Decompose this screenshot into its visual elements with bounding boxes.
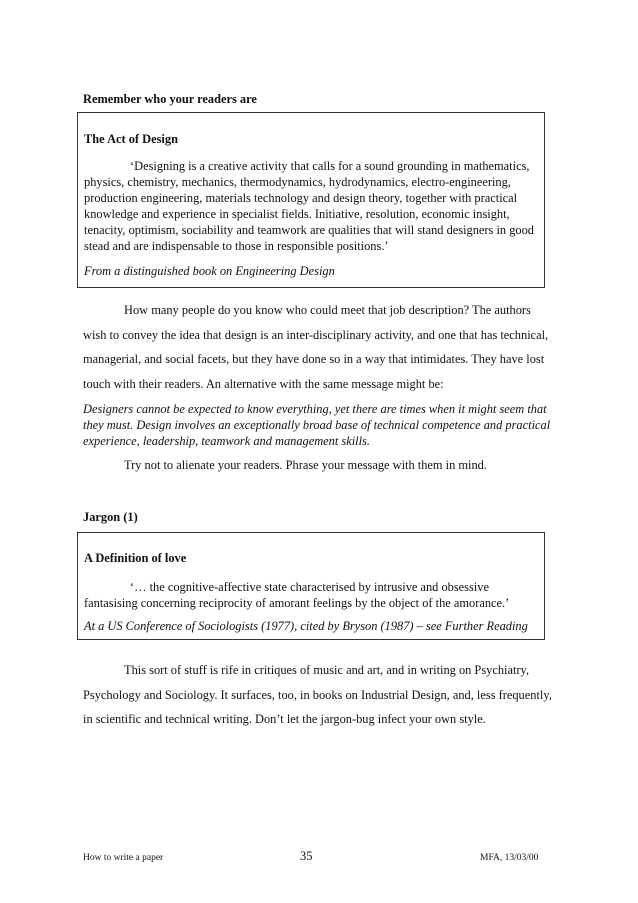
alternative-paragraph: Designers cannot be expected to know everything, yet there are times when it might seem that they must. Design involves an exceptionally broad base of technical competence and practical experience, leadership, teamwork and management skills. [83, 402, 551, 448]
quote-box-definition-of-love [77, 532, 545, 640]
body-paragraph-jargon: This sort of stuff is rife in critiques of music and art, and in writing on Psychiatry, Psychology and Sociology. It surfaces, too, in books on Industrial Design, and, less frequently, in scientific and technical writing. Don’t let the jargon-bug infect your own style. [83, 663, 552, 726]
section-heading-readers: Remember who your readers are [83, 92, 257, 106]
box-source: From a distinguished book on Engineering Design [84, 264, 335, 278]
box-title: The Act of Design [84, 132, 178, 146]
box-quote: ‘Designing is a creative activity that calls for a sound grounding in mathematics, physics, chemistry, mechanics, thermodynamics, hydrodynamics, electro-engineering, production engineering, materials technology and design theory, together with practical knowledge and experience in specialist fields. Initiative, resolution, economic insight, tenacity, optimism, sociability and teamwork are qualities that will stand designers in good stead and are indispensable to those in responsible positions.’ [84, 159, 534, 253]
footer-author-date: MFA, 13/03/00 [480, 853, 539, 863]
body-paragraph-job-description: How many people do you know who could meet that job description? The authors wish to convey the idea that design is an inter-disciplinary activity, and one that has technical, managerial, and social facets, but they have done so in a way that intimidates. They have lost touch with their readers. An alternative with the same message might be: [83, 303, 549, 391]
box-title: A Definition of love [84, 551, 187, 565]
box-source: At a US Conference of Sociologists (1977), cited by Bryson (1987) – see Further Reading [84, 619, 528, 633]
box-quote: ‘… the cognitive-affective state characterised by intrusive and obsessive fantasising concerning reciprocity of amorant feelings by the object of the amorance.’ [84, 580, 510, 610]
footer-title: How to write a paper [83, 853, 164, 863]
quote-box-act-of-design [77, 112, 545, 288]
section-heading-jargon: Jargon (1) [83, 510, 138, 524]
advice-line: Try not to alienate your readers. Phrase your message with them in mind. [124, 458, 487, 472]
footer-page-number: 35 [300, 849, 313, 863]
